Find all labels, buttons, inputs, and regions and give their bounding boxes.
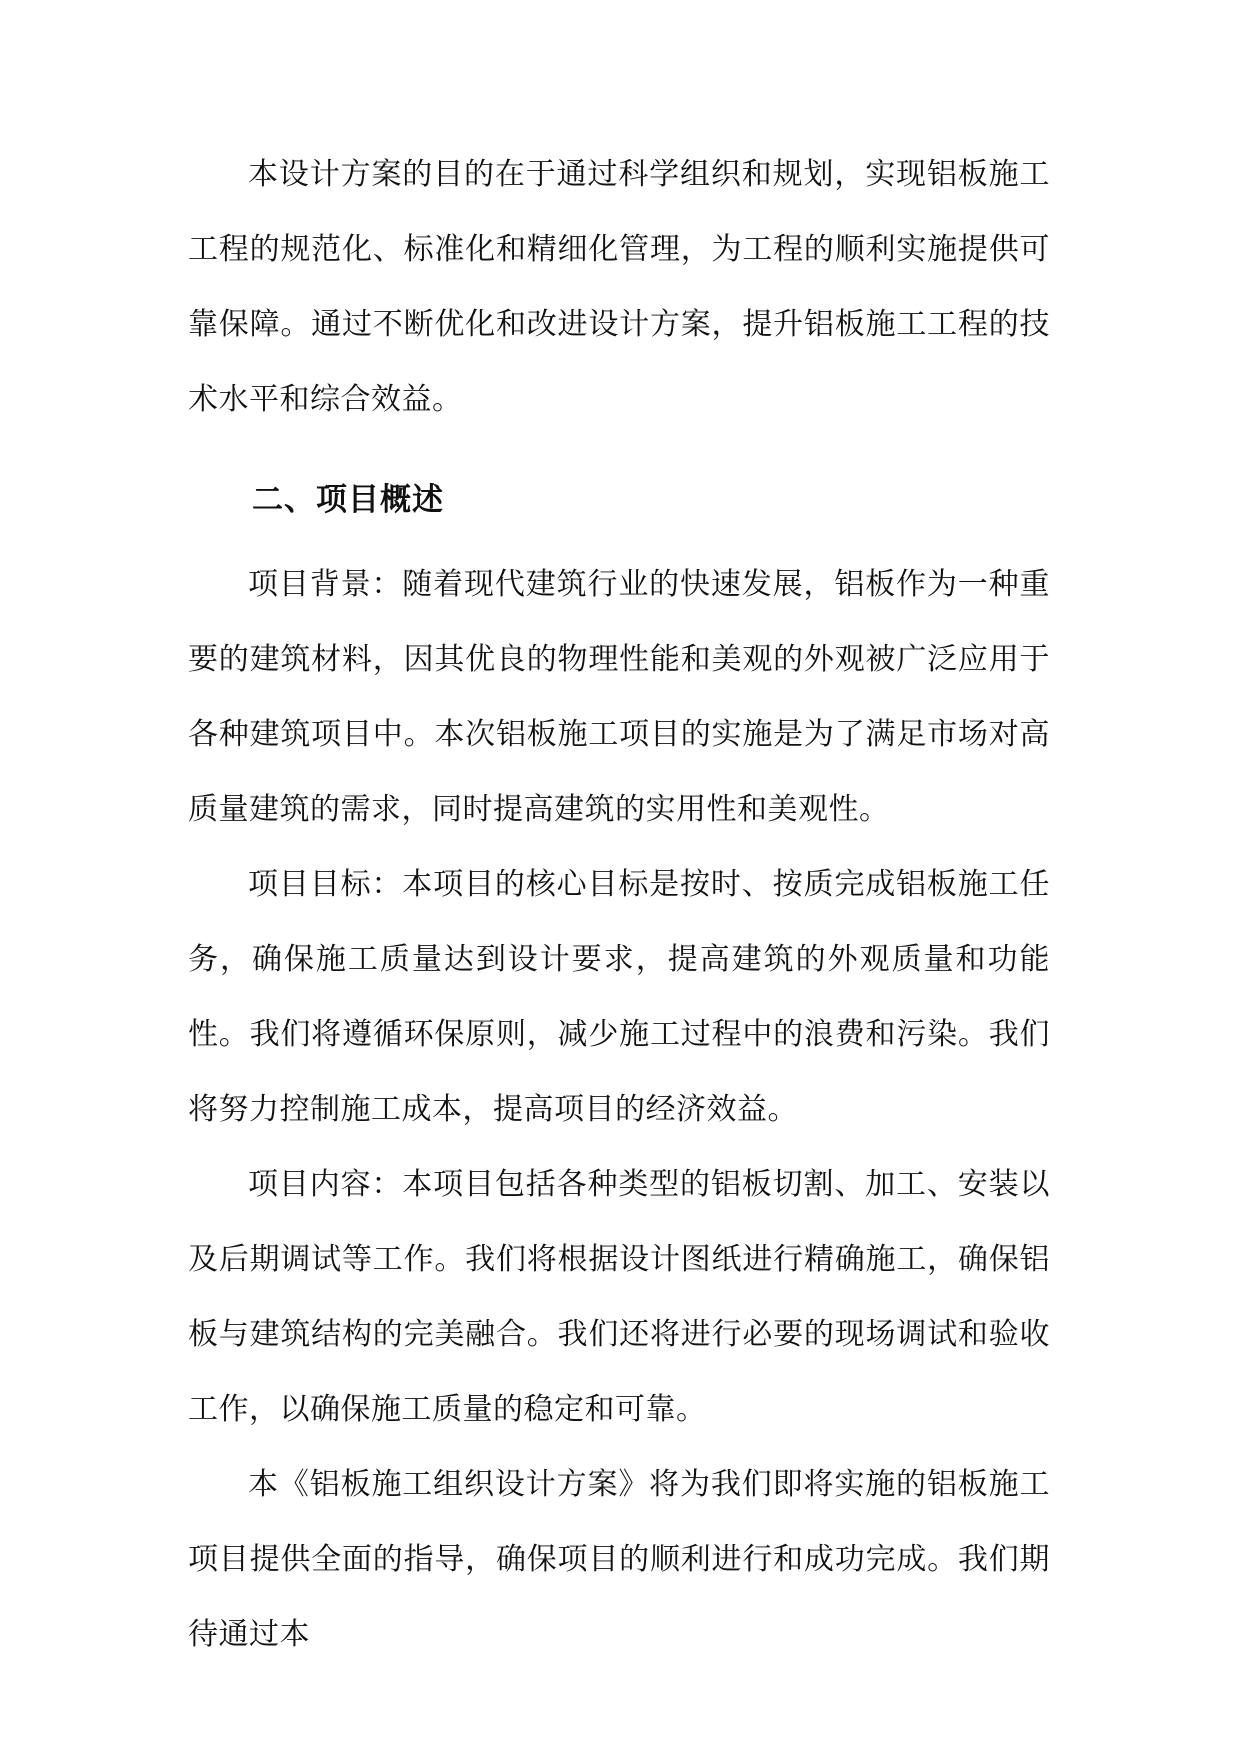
document-body <box>188 137 1050 1672</box>
section-heading: 二、项目概述 <box>252 482 444 518</box>
paragraph-background: 项目背景：随着现代建筑行业的快速发展，铝板作为一种重要的建筑材料，因其优良的物理性能和美观的外观被广泛应用于各种建筑项目中。本次铝板施工项目的实施是为了满足市场对高质量建筑的需求，同时提高建筑的实用性和美观性。 <box>188 567 1050 827</box>
paragraph-scope: 项目内容：本项目包括各种类型的铝板切割、加工、安装以及后期调试等工作。我们将根据设计图纸进行精确施工，确保铝板与建筑结构的完美融合。我们还将进行必要的现场调试和验收工作，以确保施工质量的稳定和可靠。 <box>188 1167 1050 1427</box>
paragraph-objectives: 项目目标：本项目的核心目标是按时、按质完成铝板施工任务，确保施工质量达到设计要求，提高建筑的外观质量和功能性。我们将遵循环保原则，减少施工过程中的浪费和污染。我们将努力控制施工成本，提高项目的经济效益。 <box>188 867 1050 1127</box>
paragraph-closing: 本《铝板施工组织设计方案》将为我们即将实施的铝板施工项目提供全面的指导，确保项目的顺利进行和成功完成。我们期待通过本 <box>188 1467 1050 1652</box>
intro-paragraph: 本设计方案的目的在于通过科学组织和规划，实现铝板施工工程的规范化、标准化和精细化管理，为工程的顺利实施提供可靠保障。通过不断优化和改进设计方案，提升铝板施工工程的技术水平和综合效益。 <box>188 157 1050 417</box>
